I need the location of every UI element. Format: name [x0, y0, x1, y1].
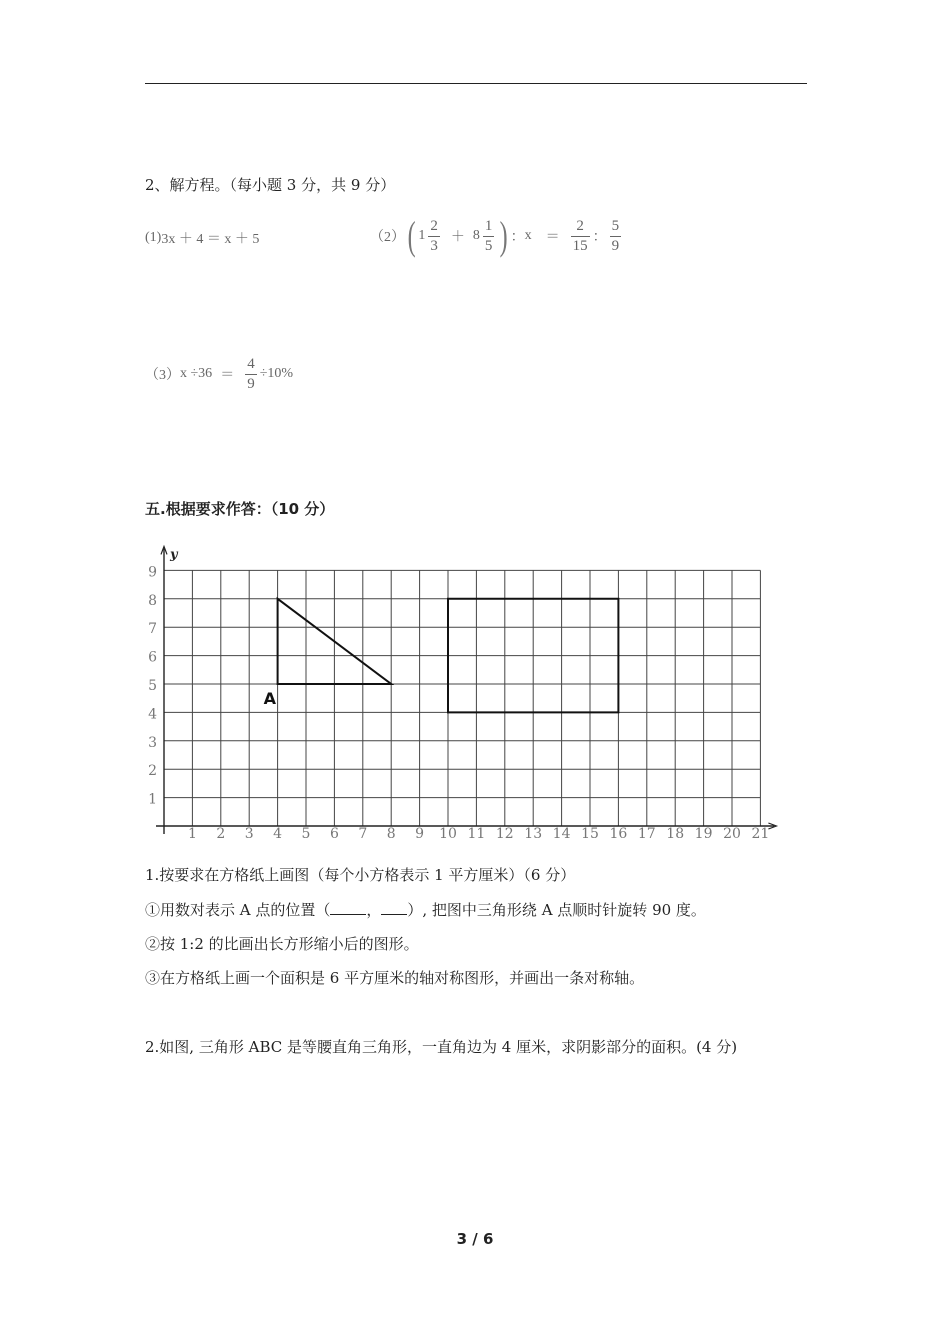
- point-label-a: A: [263, 689, 276, 708]
- y-tick-label: 3: [148, 734, 157, 751]
- whole-2: 8: [472, 228, 480, 243]
- x-tick-label: 19: [694, 826, 713, 842]
- numerator: 5: [611, 217, 620, 234]
- y-tick-label: 2: [148, 763, 157, 780]
- equals-sign: ＝: [220, 368, 235, 383]
- x-tick-label: 18: [666, 826, 685, 842]
- y-tick-label: 8: [148, 592, 157, 609]
- numerator: 1: [484, 217, 493, 234]
- eq2-label: （2）: [370, 230, 405, 245]
- question-1: 1.按要求在方格纸上画图（每个小方格表示 1 平方厘米）（6 分）: [145, 866, 576, 884]
- section5-title: 五.根据要求作答：（10 分）: [145, 500, 335, 518]
- eq1-label: (1): [145, 230, 162, 245]
- x-tick-label: 6: [329, 826, 339, 842]
- ratio-colon: ：: [510, 230, 525, 245]
- x-tick-label: 3: [244, 826, 254, 842]
- x-tick-label: 8: [386, 826, 396, 842]
- variable-x: x: [524, 228, 532, 243]
- x-tick-label: 11: [467, 826, 486, 842]
- answer-blank-x[interactable]: [330, 914, 366, 915]
- eq3-label: （3）: [145, 368, 180, 383]
- right-paren: ): [499, 213, 508, 258]
- x-tick-label: 13: [524, 826, 543, 842]
- numerator: 4: [247, 355, 255, 372]
- denominator: 3: [430, 237, 438, 254]
- eq3-lhs: x ÷36: [180, 366, 213, 381]
- x-tick-label: 5: [301, 826, 311, 842]
- q1a-text-post: ）, 把图中三角形绕 A 点顺时针旋转 90 度。: [407, 901, 706, 919]
- x-tick-label: 16: [609, 826, 628, 842]
- x-tick-label: 21: [751, 826, 770, 842]
- eq3-rhs: ÷10%: [259, 366, 294, 381]
- section2-title: 2、解方程。（每小题 3 分，共 9 分）: [145, 176, 396, 194]
- question-1c: ③在方格纸上画一个面积是 6 平方厘米的轴对称图形，并画出一条对称轴。: [145, 969, 645, 987]
- x-tick-label: 17: [637, 826, 656, 842]
- left-paren: (: [407, 213, 416, 258]
- y-tick-label: 9: [148, 564, 157, 581]
- answer-blank-y[interactable]: [381, 914, 407, 915]
- y-tick-label: 6: [148, 649, 157, 666]
- whole-1: 1: [418, 228, 426, 243]
- plus-sign: ＋: [450, 230, 465, 245]
- denominator: 9: [247, 375, 255, 392]
- x-tick-label: 4: [273, 826, 283, 842]
- x-tick-label: 20: [723, 826, 741, 842]
- question-2: 2.如图, 三角形 ABC 是等腰直角三角形，一直角边为 4 厘米，求阴影部分的面积。(4 分): [145, 1038, 738, 1056]
- question-1a: [145, 903, 706, 918]
- x-tick-label: 2: [216, 826, 226, 842]
- x-tick-label: 12: [495, 826, 514, 842]
- x-tick-label: 14: [552, 826, 571, 842]
- question-1b: ②按 1:2 的比画出长方形缩小后的图形。: [145, 935, 419, 953]
- x-tick-label: 9: [415, 826, 425, 842]
- page-number: 3 / 6: [456, 1230, 494, 1248]
- eq1-text: 3x ＋ 4 ＝ x ＋ 5: [161, 232, 260, 247]
- y-tick-label: 4: [148, 706, 157, 723]
- numerator: 2: [576, 217, 584, 234]
- y-tick-label: 1: [148, 791, 157, 808]
- equals-sign: ＝: [545, 230, 560, 245]
- y-tick-label: 5: [148, 678, 157, 694]
- y-tick-label: 7: [148, 621, 157, 638]
- y-axis-label: y: [170, 547, 178, 563]
- numerator: 2: [430, 217, 438, 234]
- q1a-separator: ，: [366, 901, 382, 919]
- denominator: 9: [611, 237, 620, 254]
- x-tick-label: 1: [187, 826, 197, 842]
- denominator: 15: [572, 237, 588, 254]
- denominator: 5: [484, 237, 493, 254]
- x-tick-label: 7: [358, 826, 368, 842]
- x-tick-label: 10: [439, 826, 457, 842]
- x-tick-label: 15: [581, 826, 599, 842]
- ratio-colon: ：: [592, 230, 607, 245]
- q1a-text-pre: ①用数对表示 A 点的位置（: [145, 901, 331, 919]
